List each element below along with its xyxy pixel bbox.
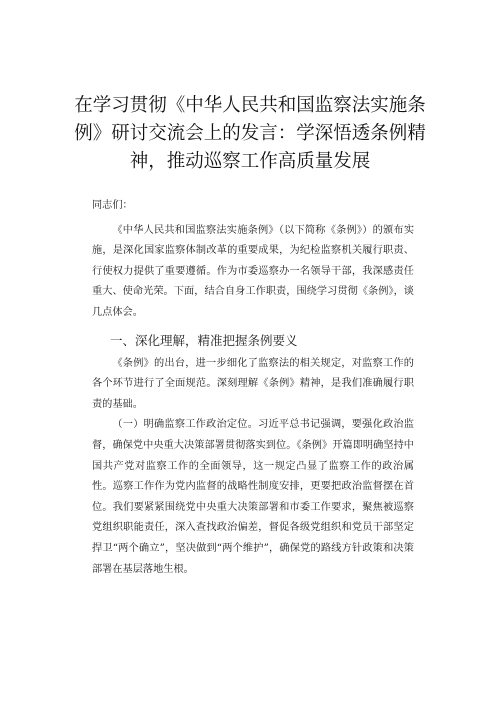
section-1-item-1: （一）明确监察工作政治定位。习近平总书记强调，要强化政治监督，确保党中央重大决策部署贯彻落实到位。《条例》开篇即明确坚持中国共产党对监察工作的全面领导，这一规定凸显了监察工作的政治属性。巡察工作作为党内监督的战略性制度安排，更要把政治监督摆在首位。我们要紧紧围绕党中央重大决策部署和市委工作要求，聚焦被巡察党组织职能责任，深入查找政治偏差，督促各级党组织和党员干部坚定捍卫“两个确立”，坚决做到“两个维护”，确保党的路线方针政策和决策部署在基层落地生根。 — [92, 419, 414, 575]
title-line-1: 在学习贯彻《中华人民共和国监察法实施条 — [74, 95, 426, 116]
section-1-paragraph: 《条例》的出台，进一步细化了监察法的相关规定，对监察工作的各个环节进行了全面规范。深刻理解《条例》精神，是我们准确履行职责的基础。 — [92, 357, 414, 410]
intro-paragraph: 《中华人民共和国监察法实施条例》（以下简称《条例》）的颁布实施，是深化国家监察体制改革的重要成果，为纪检监察机关履行职责、行使权力提供了重要遵循。作为市委巡察办一名领导干部，我深感责任重大、使命光荣。下面，结合自身工作职责，围绕学习贯彻《条例》，谈几点体会。 — [92, 224, 414, 318]
title-line-2: 例》研讨交流会上的发言：学深悟透条例精 — [74, 123, 426, 144]
salutation: 同志们： — [92, 200, 133, 211]
document-body — [92, 196, 414, 580]
document-title — [70, 92, 430, 176]
section-heading-1: 一、深化理解，精准把握条例要义 — [110, 332, 298, 348]
title-line-3: 神，推动巡察工作高质量发展 — [129, 151, 371, 172]
